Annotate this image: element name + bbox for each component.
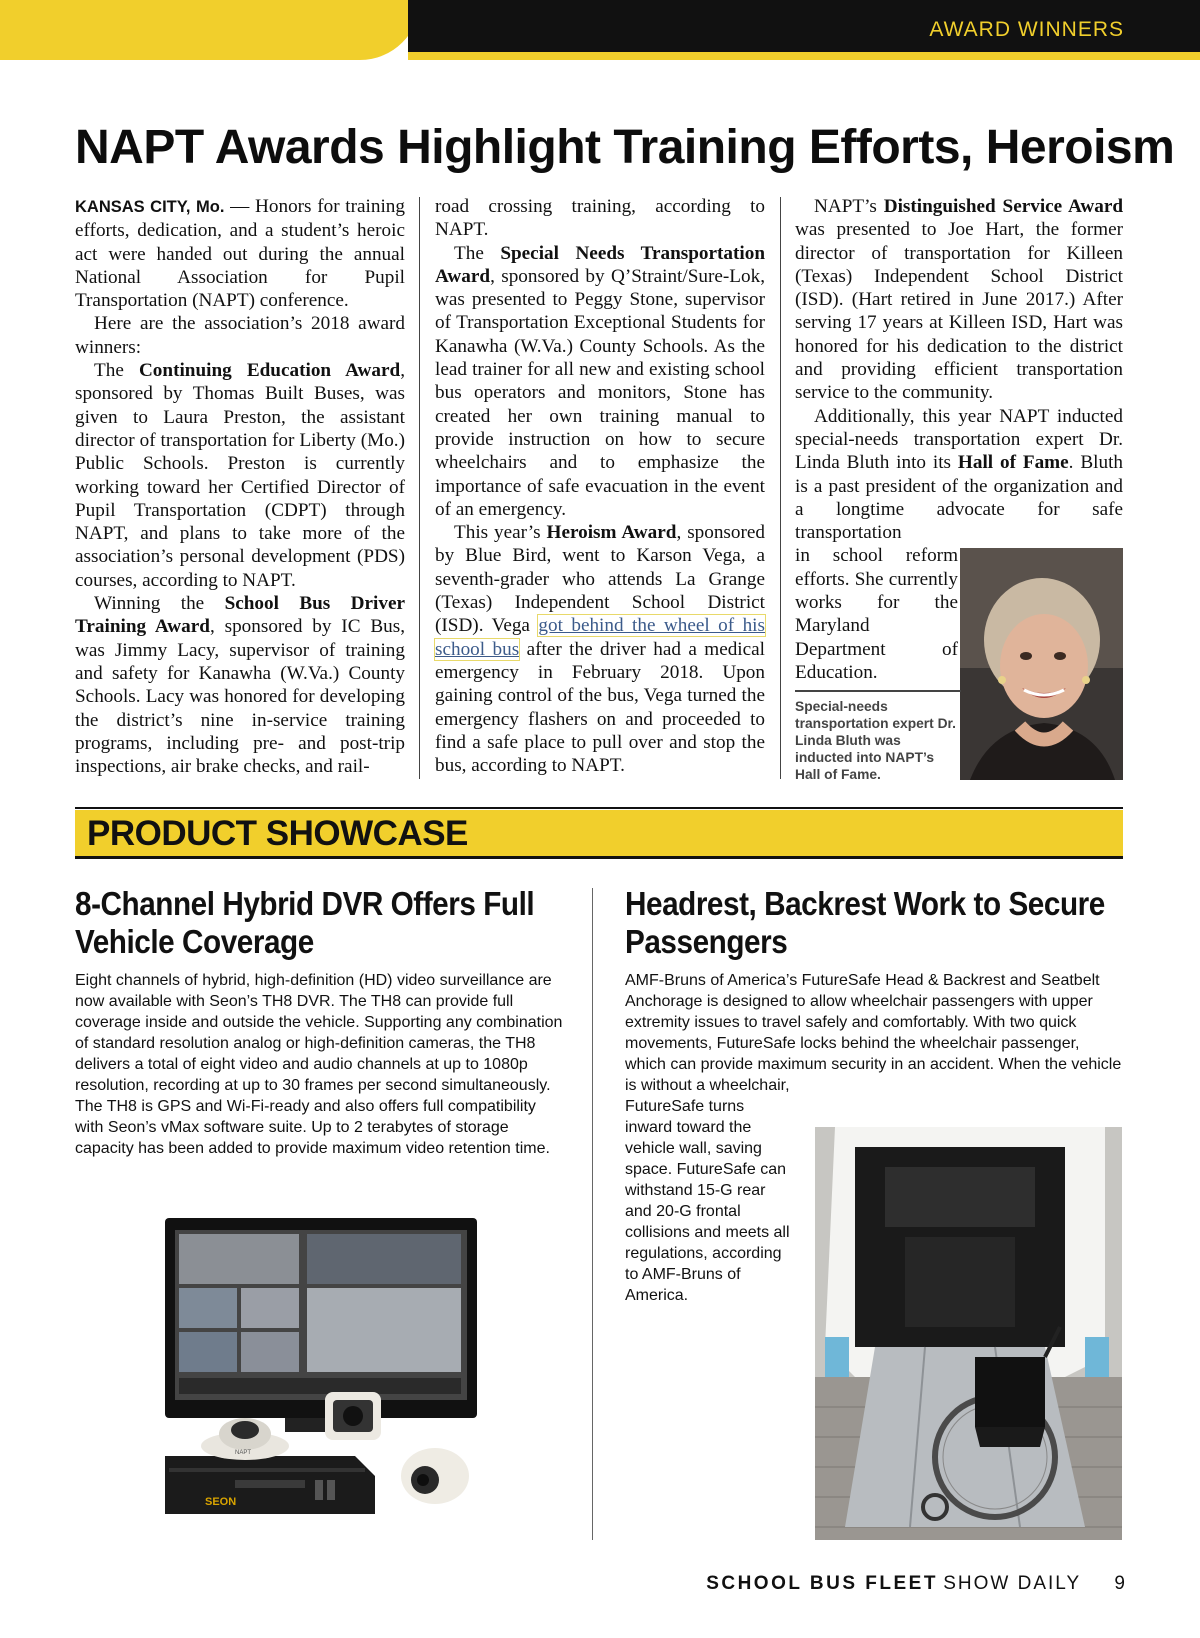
dvr-article-title: 8-Channel Hybrid DVR Offers Full Vehicle Coverage [75, 885, 535, 960]
camera-brand-label: NAPT [235, 1450, 252, 1456]
award-name: Heroism Award [546, 522, 677, 544]
paragraph-text: after the driver had a medical emergency in February 2018. Upon gaining control of the bus, Vega turned the emergency flashers on and proceeded to find a safe place to pull over and stop the bus, according to NAPT. [435, 638, 765, 777]
paragraph [75, 592, 405, 778]
award-name: School Bus Driver Training Award [75, 593, 405, 638]
paragraph-text: Here are the association’s 2018 award winners: [75, 313, 405, 358]
headrest-article-title: Headrest, Backrest Work to Secure Passengers [625, 885, 1105, 960]
paragraph [435, 521, 765, 777]
headrest-body-wrap: FutureSafe turns inward toward the vehicle wall, saving space. FutureSafe can withstand 15-G rear and 20-G frontal collisions and meets all regulations, according to AMF-Bruns of America. [625, 1098, 790, 1304]
caption-rule [795, 690, 961, 692]
wheelchair-van-image [815, 1127, 1122, 1540]
paragraph-text: Winning the [94, 593, 225, 615]
paragraph [75, 195, 405, 312]
dvr-article-body: Eight channels of hybrid, high-definition (HD) video surveillance are now available with Seon’s TH8 DVR. The TH8 can provide full coverage inside and outside the vehicle. Supporting any combination of standard resolution analog or high-definition cameras, the TH8 delivers a total of eight video and audio channels at up to 1080p resolution, recording at up to 30 frames per second simultaneously. The TH8 is GPS and Wi-Fi-ready and also offers full compatibility with Seon’s vMax software suite. Up to 2 terabytes of storage capacity has been added to provide maximum video retention time. [75, 972, 563, 1157]
paragraph-text: The [454, 242, 501, 264]
photo-caption: Special-needs transportation expert Dr. Linda Bluth was inducted into NAPT’s Hall of Fame. [795, 699, 956, 782]
paragraph [795, 195, 1123, 405]
award-name: Hall of Fame [957, 452, 1069, 474]
header-yellow-tab [0, 0, 420, 60]
banner-rule [75, 807, 1123, 809]
paragraph-text: NAPT’s [814, 196, 884, 217]
paragraph [75, 312, 405, 359]
paragraph-text: in school reform efforts. She currently works for the Maryland Department of Education. [795, 545, 958, 683]
article-column-2 [435, 195, 765, 777]
paragraph-text: , sponsored by IC Bus, was Jimmy Lacy, supervisor of training and safety for Kanawha (W.Va.) County Schools. Lacy was honored for developing the district’s nine in-service training programs, including pre- and post-trip inspections, air brake checks, and rail- [75, 616, 406, 778]
paragraph-text: — Honors for training efforts, dedication, and a student’s heroic act were handed out during the annual National Association for Pupil Transportation (NAPT) conference. [75, 196, 405, 312]
headrest-body-full: AMF-Bruns of America’s FutureSafe Head & Backrest and Seatbelt Anchorage is designed to allow wheelchair passengers with upper extremity issues to travel safely and comfortably. With two quick movements, FutureSafe locks behind the wheelchair passenger, which can provide maximum security in an accident. When the vehicle is without a wheelchair, [625, 972, 1122, 1094]
paragraph-text: road crossing training, according to NAPT. [435, 196, 765, 241]
award-name: Special Needs Transportation Award [435, 242, 765, 287]
paragraph [435, 242, 765, 522]
paragraph [435, 195, 765, 242]
banner-rule [75, 856, 1123, 859]
paragraph-text: Additionally, this year NAPT inducted special-needs transportation expert Dr. Linda Bluth into its [795, 405, 1123, 474]
dvr-product-image [165, 1218, 535, 1518]
paragraph-text: , sponsored by Thomas Built Buses, was given to Laura Preston, the assistant director of transportation for Liberty (Mo.) Public Schools. Preston is currently working toward her Certified Director of Pupil Transportation (CDPT) through NAPT, and plans to take more of the association’s personal development (PDS) courses, according to NAPT. [75, 360, 405, 591]
paragraph [75, 359, 405, 592]
paragraph-text: The [94, 360, 139, 382]
paragraph [795, 405, 1123, 545]
award-name: Continuing Education Award [138, 360, 401, 382]
paragraph-text: , sponsored by Q’Straint/Sure-Lok, was presented to Peggy Stone, supervisor of Transportation Exceptional Students for Kanawha (W.Va.) County Schools. As the lead trainer for all new and existing school bus operators and monitors, Stone has created her own training manual to provide instruction on how to secure wheelchairs and to emphasize the importance of safe evacuation in the event of an emergency. [435, 265, 765, 520]
page-footer [706, 1573, 1125, 1595]
dvr-brand-label: SEON [205, 1496, 237, 1508]
footer-edition: SHOW DAILY [943, 1573, 1082, 1594]
page-number: 9 [1114, 1573, 1125, 1594]
award-name: Distinguished Service Award [883, 196, 1124, 217]
footer-brand: SCHOOL BUS FLEET [706, 1573, 938, 1594]
paragraph-text: , sponsored by Blue Bird, went to Karson Vega, a seventh-grader who attends La Grange (Texas) Independent School District (ISD). Vega [435, 522, 765, 637]
linda-bluth-photo [960, 548, 1123, 780]
paragraph-text: was presented to Joe Hart, the former director of transportation for Killeen (Texas) Independent School District (ISD). (Hart retired in June 2017.) After serving 17 years at Killeen ISD, Hart was honored for his dedication to the district and providing efficient transportation service to the community. [795, 219, 1123, 404]
paragraph-text: This year’s [454, 522, 547, 544]
column-divider [780, 197, 781, 779]
article-headline: NAPT Awards Highlight Training Efforts, Heroism [75, 121, 1175, 174]
section-label: AWARD WINNERS [929, 18, 1124, 41]
paragraph-text: . Bluth is a past president of the organization and a longtime advocate for safe transportation [795, 452, 1123, 544]
paragraph-wrap [795, 544, 958, 684]
story-link[interactable]: got behind the wheel of his school bus [435, 615, 765, 660]
column-divider [419, 197, 420, 779]
product-showcase-banner [75, 810, 1123, 856]
dateline: KANSAS CITY, Mo. [75, 198, 225, 216]
header-accent-rule [408, 52, 1200, 60]
showcase-divider [592, 888, 593, 1540]
article-column-1 [75, 195, 405, 778]
banner-title: PRODUCT SHOWCASE [87, 814, 468, 853]
